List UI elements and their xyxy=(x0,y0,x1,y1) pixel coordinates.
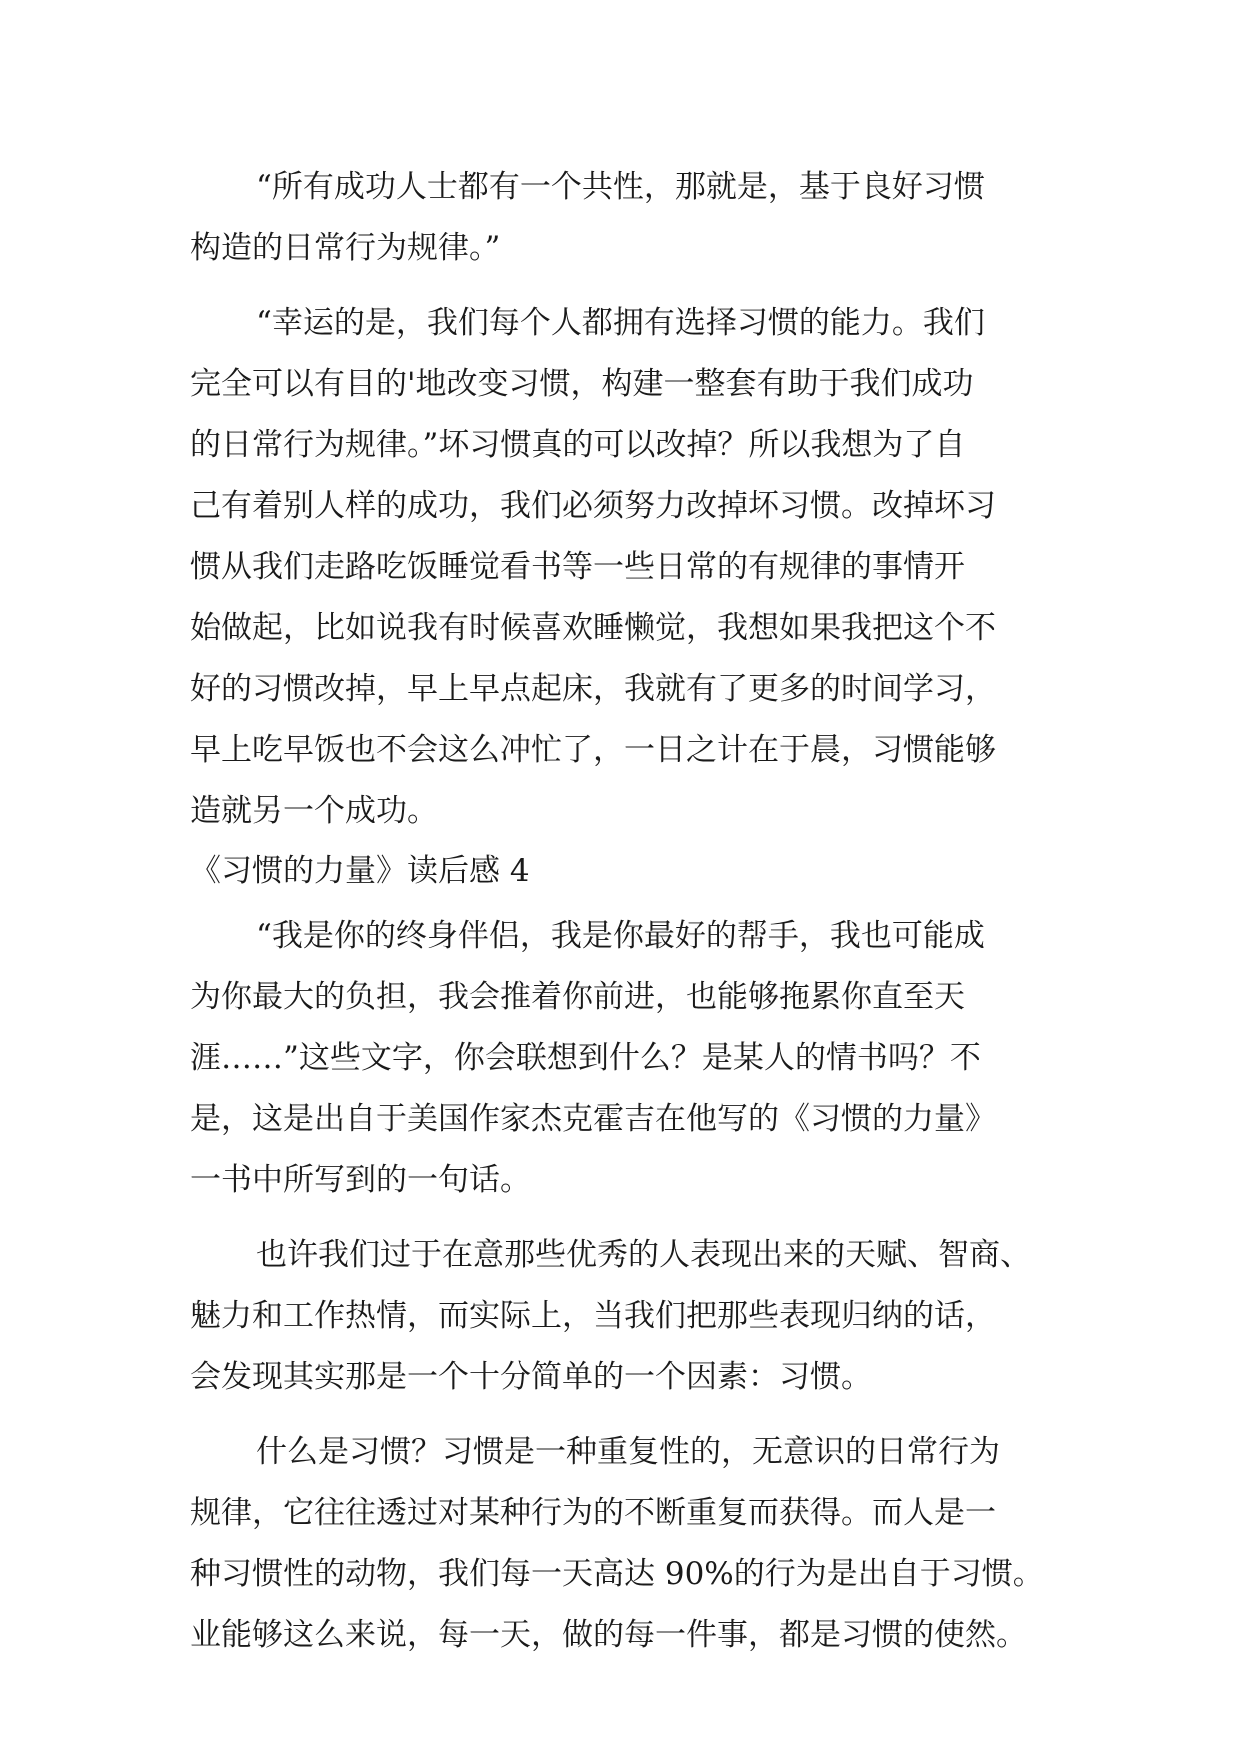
paragraph-line: 构造的日常行为规律。” xyxy=(190,230,501,266)
paragraph-line: 始做起，比如说我有时候喜欢睡懒觉，我想如果我把这个不 xyxy=(190,610,996,646)
paragraph-line: 好的习惯改掉，早上早点起床，我就有了更多的时间学习， xyxy=(190,671,996,707)
paragraph-line: 什么是习惯？习惯是一种重复性的，无意识的日常行为 xyxy=(256,1434,1000,1470)
paragraph-line: 魅力和工作热情，而实际上，当我们把那些表现归纳的话， xyxy=(190,1298,996,1334)
paragraph-line: 造就另一个成功。 xyxy=(190,793,438,829)
paragraph-line: 规律，它往往透过对某种行为的不断重复而获得。而人是一 xyxy=(190,1495,996,1531)
paragraph-line: 完全可以有目的'地改变习惯，构建一整套有助于我们成功 xyxy=(190,366,974,402)
paragraph xyxy=(190,293,1050,842)
paragraph xyxy=(190,1422,1050,1666)
paragraph-line: 也许我们过于在意那些优秀的人表现出来的天赋、智商、 xyxy=(256,1237,1031,1273)
paragraph-line: 为你最大的负担，我会推着你前进，也能够拖累你直至天 xyxy=(190,979,965,1015)
paragraph-line: “我是你的终身伴侣，我是你最好的帮手，我也可能成 xyxy=(256,918,985,954)
paragraph-line: 早上吃早饭也不会这么冲忙了，一日之计在于晨，习惯能够 xyxy=(190,732,996,768)
paragraph xyxy=(190,1225,1050,1408)
paragraph xyxy=(190,157,1050,279)
document-body xyxy=(190,157,1050,1666)
paragraph-line: 一书中所写到的一句话。 xyxy=(190,1162,531,1198)
paragraph-line: 己有着别人样的成功，我们必须努力改掉坏习惯。改掉坏习 xyxy=(190,488,996,524)
paragraph-line: 是，这是出自于美国作家杰克霍吉在他写的《习惯的力量》 xyxy=(190,1101,996,1137)
paragraph-line: 的日常行为规律。”坏习惯真的可以改掉？所以我想为了自 xyxy=(190,427,966,463)
paragraph-line: “所有成功人士都有一个共性，那就是，基于良好习惯 xyxy=(256,169,985,205)
section-title: 《习惯的力量》读后感 4 xyxy=(190,853,530,889)
paragraph xyxy=(190,906,1050,1211)
paragraph-line: 会发现其实那是一个十分简单的一个因素：习惯。 xyxy=(190,1359,872,1395)
paragraph-line: 业能够这么来说，每一天，做的每一件事，都是习惯的使然。 xyxy=(190,1617,1027,1653)
paragraph-line: 涯……”这些文字，你会联想到什么？是某人的情书吗？不 xyxy=(190,1040,981,1076)
paragraph-line: “幸运的是，我们每个人都拥有选择习惯的能力。我们 xyxy=(256,305,985,341)
paragraph-line: 种习惯性的动物，我们每一天高达 90%的行为是出自于习惯。 xyxy=(190,1556,1044,1592)
paragraph-line: 惯从我们走路吃饭睡觉看书等一些日常的有规律的事情开 xyxy=(190,549,965,585)
